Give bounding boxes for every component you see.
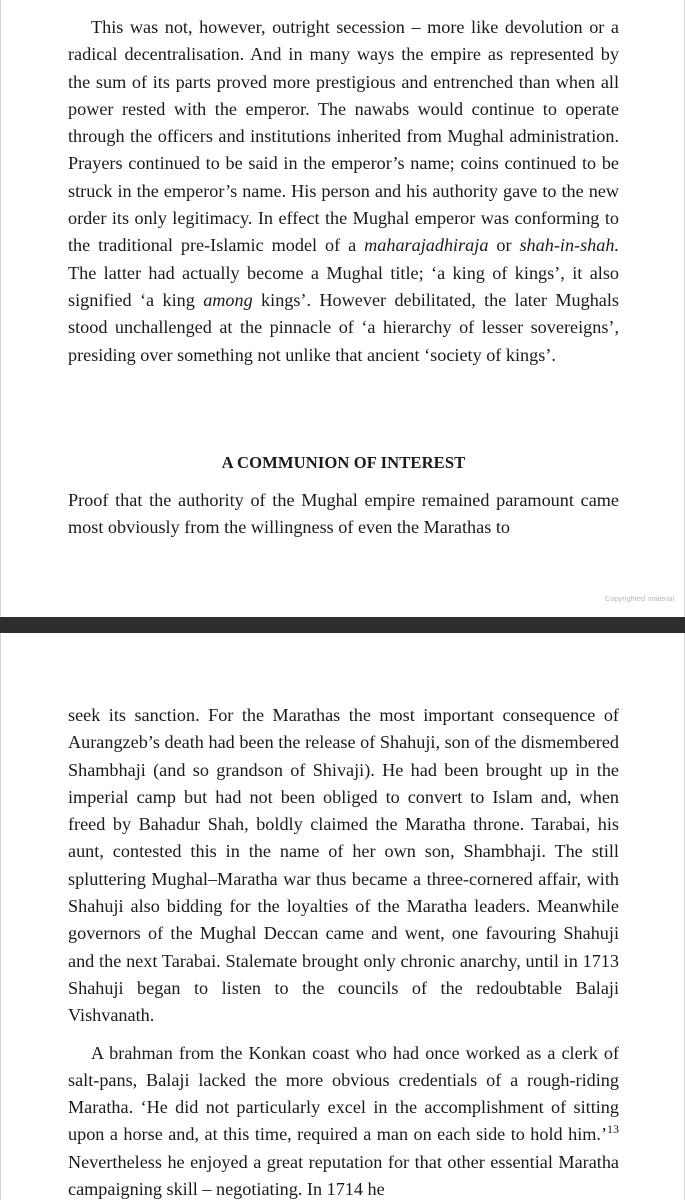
text-run: The latter had actually become a Mughal title; ‘a king of kings’, it also signified ‘a king [68, 262, 619, 310]
body-paragraph-communion [68, 487, 619, 542]
text-run: A brahman from the Konkan coast who had once worked as a clerk of salt-pans, Balaji lacked the more obvious credentials of a rough-riding Maratha. ‘He did not particularly excel in the accomplishment of sitting upon a horse and, at this time, required a man on each side to hold him.’ [68, 1042, 619, 1145]
lower-book-page [0, 633, 685, 1200]
section-heading: A COMMUNION OF INTEREST [221, 453, 466, 472]
text-run: or [488, 235, 520, 256]
body-paragraph-devolution [68, 14, 619, 369]
page-divider [0, 617, 685, 633]
italic-term-shah-in-shah: shah-in-shah. [519, 235, 619, 256]
copyright-watermark: Copyrighted material [604, 594, 674, 603]
text-run: This was not, however, outright secession – more like devolution or a radical decentralisation. And in many ways the empire as represented by the sum of its parts proved more prestigious and entrenched than when all power rested with the emperor. The nawabs would continue to operate through the officers and institutions inherited from Mughal administration. Prayers continued to be said in the emperor’s name; coins continued to be struck in the emperor’s name. His person and his authority gave to the new order its only legitimacy. In effect the Mughal emperor was conforming to the traditional pre-Islamic model of a [68, 17, 619, 256]
body-text-marathas [68, 702, 619, 1200]
paragraph-text: Proof that the authority of the Mughal empire remained paramount came most obviously from the willingness of even the Marathas to [68, 490, 619, 538]
paragraph-text-balaji [68, 1040, 619, 1200]
paragraph-text [68, 14, 619, 369]
text-run: Nevertheless he enjoyed a great reputation for that other essential Maratha campaigning skill – negotiating. In 1714 he [68, 1151, 619, 1200]
footnote-marker[interactable]: 13 [607, 1122, 619, 1137]
paragraph-text: seek its sanction. For the Marathas the most important consequence of Aurangzeb’s death had been the release of Shahuji, son of the dismembered Shambhaji (and so grandson of Shivaji). He had been brought up in the imperial camp but had not been obliged to convert to Islam and, when freed by Bahadur Shah, boldly claimed the Maratha throne. Tarabai, his aunt, contested this in the name of her own son, Shambhaji. The still spluttering Mughal–Maratha war thus became a three-cornered affair, with Shahuji also bidding for the loyalties of the Maratha leaders. Meanwhile governors of the Mughal Deccan came and went, one favouring Shahuji and the next Tarabai. Stalemate brought only chronic anarchy, until in 1713 Shahuji began to listen to the councils of the redoubtable Balaji Vishvanath. [68, 705, 619, 1026]
text-run: kings’. However debilitated, the later Mughals stood unchallenged at the pinnacle of ‘a hierarchy of lesser sovereigns’, presiding over something not unlike that ancient ‘society of kings’. [68, 289, 619, 365]
italic-term-maharajadhiraja: maharajadhiraja [364, 235, 489, 256]
italic-term-among: among [203, 289, 253, 310]
